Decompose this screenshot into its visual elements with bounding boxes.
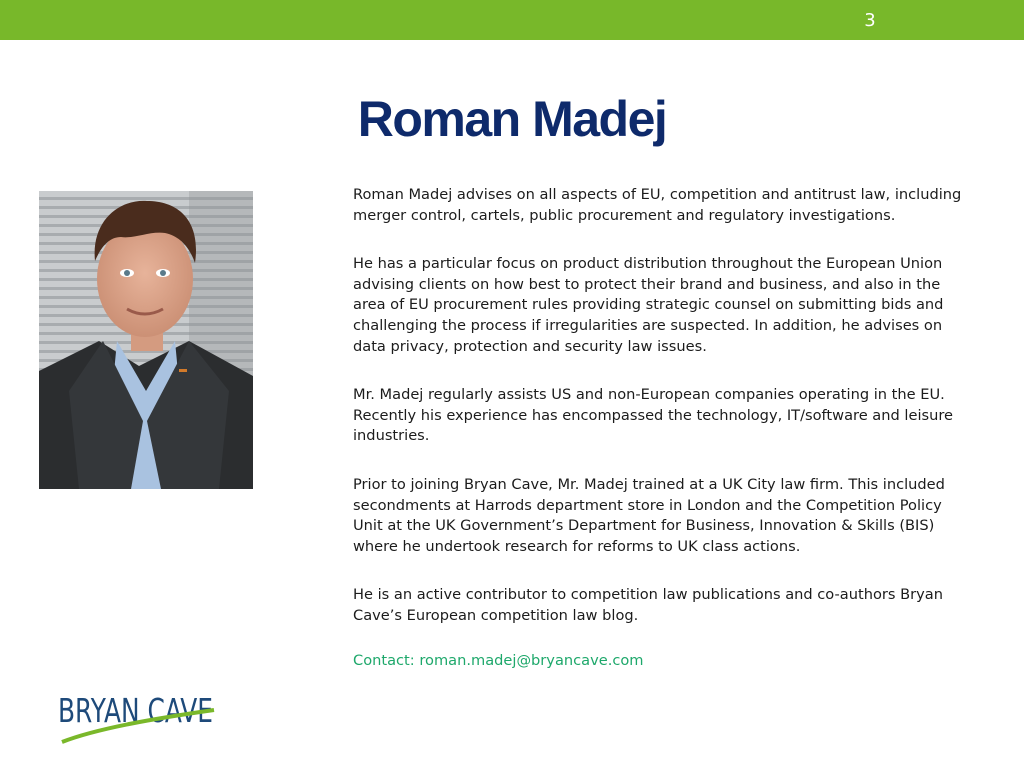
bio-text xyxy=(353,185,963,655)
bio-paragraph: Prior to joining Bryan Cave, Mr. Madej trained at a UK City law firm. This included secondments at Harrods department store in London and the Competition Policy Unit at the UK Government’s Department for Business, Innovation & Skills (BIS) where he undertook research for reforms to UK class actions. xyxy=(353,475,945,555)
contact-email-link[interactable]: Contact: roman.madej@bryancave.com xyxy=(353,652,644,669)
portrait-photo xyxy=(39,191,253,489)
page-number: 3 xyxy=(864,10,876,31)
bio-paragraph: Roman Madej advises on all aspects of EU, competition and antitrust law, including merger control, cartels, public procurement and regulatory investigations. xyxy=(353,186,962,224)
bryan-cave-logo xyxy=(58,688,218,744)
bio-paragraph: He has a particular focus on product distribution throughout the European Union advising clients on how best to protect their brand and business, and also in the area of EU procurement rules providing strategic counsel on submitting bids and challenging the process if irregularities are suspected. In addition, he advises on data privacy, protection and security law issues. xyxy=(353,255,944,355)
svg-text:BRYAN CAVE: BRYAN CAVE xyxy=(58,691,213,730)
page-title: Roman Madej xyxy=(357,91,667,147)
top-accent-bar xyxy=(0,0,1024,40)
bio-paragraph: Mr. Madej regularly assists US and non-European companies operating in the EU. Recently his experience has encompassed the technology, IT/software and leisure industries. xyxy=(353,386,954,445)
bio-paragraph: He is an active contributor to competition law publications and co-authors Bryan Cave’s European competition law blog. xyxy=(353,586,943,624)
